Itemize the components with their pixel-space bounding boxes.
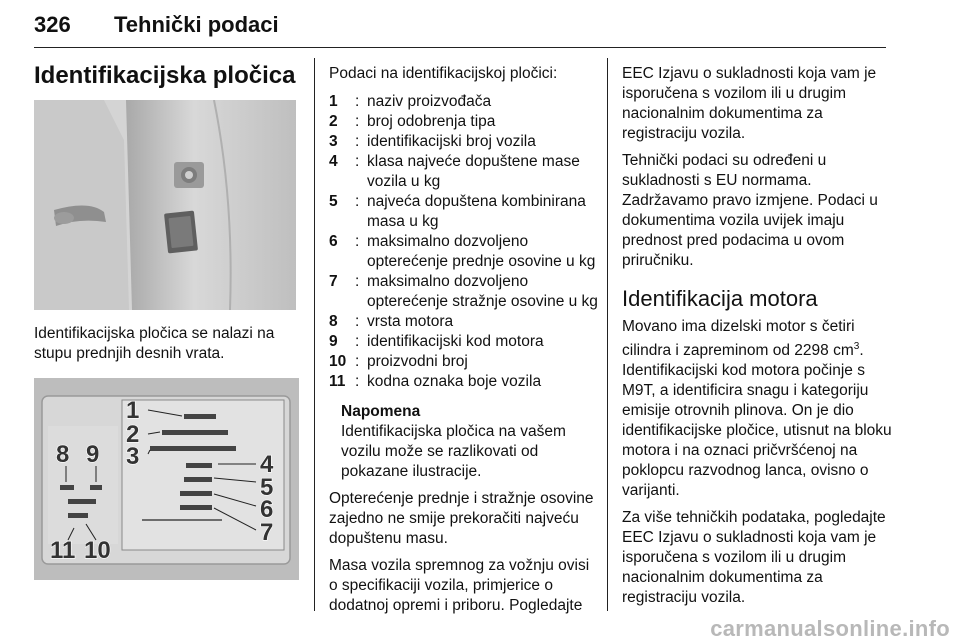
- site-watermark: carmanualsonline.info: [710, 616, 950, 641]
- list-item: 1 : naziv proizvođača: [329, 93, 492, 110]
- plate-callout-8: 8: [56, 441, 70, 468]
- photo-caption: Identifikacijska pločica se nalazi na stupu prednjih desnih vrata.: [34, 325, 275, 362]
- column-divider: [314, 58, 315, 611]
- list-item: 10 : proizvodni broj: [329, 353, 468, 370]
- engine-description-paragraph: Movano ima dizelski motor s četiri cilindra i zapreminom od 2298 $cm^3$. Identifikacijski kod motora počinje s M9T, a identificira snagu i kategoriju emisije otrovnih plinova. On je dio identifikacijske pločice, utisnut na bloku motora i na oznaci pričvršćenoj na poklopcu razvodnog lanca, ovisno o varijanti.: [622, 318, 892, 500]
- list-item: 4 : klasa najveće dopuštene mase vozila u kg: [329, 153, 580, 190]
- engine-identification-heading: Identifikacija motora: [622, 286, 818, 311]
- plate-callout-11: 11: [50, 537, 76, 564]
- plate-callout-4: 4: [260, 451, 274, 478]
- plate-callout-2: 2: [126, 421, 140, 448]
- page-header: [34, 6, 886, 48]
- technical-data-paragraph: Tehnički podaci su određeni u sukladnosti s EU normama. Zadržavamo pravo izmjene. Podaci u dokumentima vozila uvijek imaju prednost pred podacima u ovom priručniku.: [622, 152, 878, 269]
- plate-data-intro: Podaci na identifikacijskoj pločici:: [329, 65, 558, 82]
- identification-plate-illustration: [34, 378, 299, 580]
- note-text: Identifikacijska pločica na vašem vozilu može se razlikovati od pokazane ilustracije.: [341, 423, 566, 480]
- plate-callout-6: 6: [260, 496, 274, 523]
- plate-callout-10: 10: [84, 537, 111, 564]
- column-divider: [607, 58, 608, 611]
- eec-declaration-paragraph: EEC Izjavu o sukladnosti koja vam je isporučena s vozilom ili u drugim nacionalnim dokumentima za registraciju vozila.: [622, 65, 877, 142]
- note-heading: Napomena: [341, 403, 421, 420]
- more-technical-data-paragraph: Za više tehničkih podataka, pogledajte EEC Izjavu o sukladnosti koja vam je isporučena s vozilom ili u drugim nacionalnim dokumentima za registraciju vozila.: [622, 509, 886, 607]
- plate-callout-9: 9: [86, 441, 100, 468]
- section-title: Tehnički podaci: [114, 12, 279, 37]
- list-item: 11 : kodna oznaka boje vozila: [329, 373, 542, 390]
- plate-callout-7: 7: [260, 519, 274, 546]
- list-item: 7 : maksimalno dozvoljeno opterećenje stražnje osovine u kg: [329, 273, 598, 310]
- list-item: 9 : identifikacijski kod motora: [329, 333, 544, 350]
- page-number: 326: [34, 12, 71, 37]
- door-pillar-photo: [34, 100, 296, 310]
- list-item: 3 : identifikacijski broj vozila: [329, 133, 536, 150]
- plate-callout-5: 5: [260, 474, 274, 501]
- plate-callout-3: 3: [126, 443, 140, 470]
- plate-data-list: [329, 92, 599, 392]
- vehicle-mass-paragraph: Masa vozila spremnog za vožnju ovisi o specifikaciji vozila, primjerice o dodatnoj opremi i priboru. Pogledajte: [329, 557, 590, 614]
- list-item: 5 : najveća dopuštena kombinirana masa u kg: [329, 193, 586, 230]
- list-item: 8 : vrsta motora: [329, 313, 454, 330]
- plate-callout-1: 1: [126, 397, 140, 424]
- column2: [329, 64, 599, 616]
- column3: [622, 64, 894, 608]
- list-item: 2 : broj odobrenja tipa: [329, 113, 496, 130]
- list-item: 6 : maksimalno dozvoljeno opterećenje prednje osovine u kg: [329, 233, 596, 270]
- note-box: [341, 402, 599, 482]
- column1-heading: Identifikacijska pločica: [34, 62, 296, 89]
- axle-load-paragraph: Opterećenje prednje i stražnje osovine zajedno ne smije prekoračiti najveću dopuštenu masu.: [329, 490, 594, 547]
